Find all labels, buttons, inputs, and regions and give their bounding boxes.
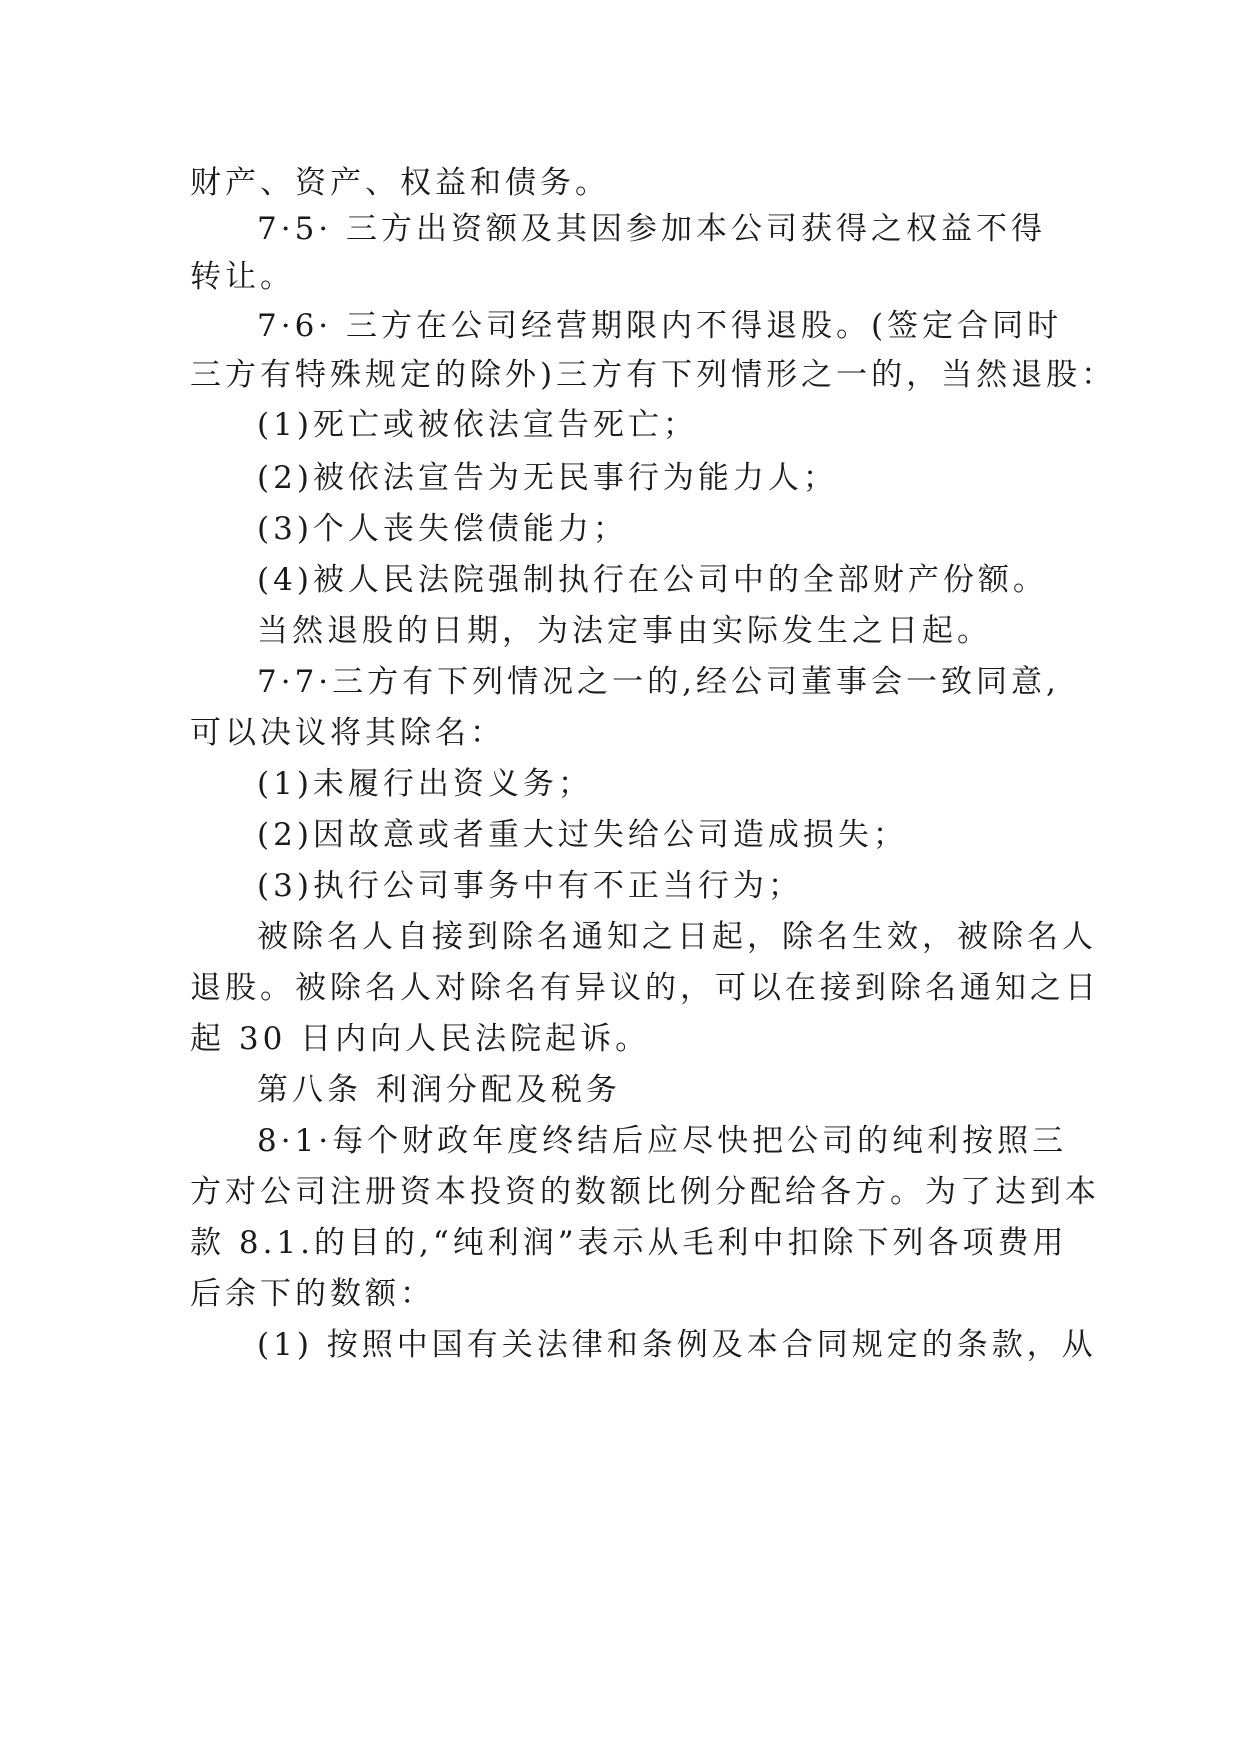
article-8-heading: 第八条 利润分配及税务 bbox=[257, 1072, 621, 1108]
text-line: 方对公司注册资本投资的数额比例分配给各方。为了达到本 bbox=[190, 1174, 1100, 1210]
list-item: (2)被依法宣告为无民事行为能力人； bbox=[257, 460, 838, 496]
clause-7-5-line: 7·5· 三方出资额及其因参加本公司获得之权益不得 bbox=[257, 211, 1047, 247]
list-item: (1)死亡或被依法宣告死亡； bbox=[257, 407, 698, 443]
text-line: 后余下的数额： bbox=[190, 1276, 435, 1312]
clause-7-7-line: 7·7·三方有下列情况之一的,经公司董事会一致同意, bbox=[257, 664, 1060, 700]
text-line: 三方有特殊规定的除外)三方有下列情形之一的，当然退股： bbox=[190, 357, 1117, 393]
text-line: 转让。 bbox=[190, 259, 295, 295]
text-line: 款 8.1.的目的,“纯利润”表示从毛利中扣除下列各项费用 bbox=[190, 1225, 1068, 1261]
text-line: 当然退股的日期，为法定事由实际发生之日起。 bbox=[257, 613, 992, 649]
list-item: (4)被人民法院强制执行在公司中的全部财产份额。 bbox=[257, 562, 1048, 598]
list-item: (3)个人丧失偿债能力； bbox=[257, 511, 628, 547]
text-line: 起 30 日内向人民法院起诉。 bbox=[190, 1021, 651, 1057]
clause-7-6-line: 7·6· 三方在公司经营期限内不得退股。(签定合同时 bbox=[257, 308, 1063, 344]
clause-8-1-line: 8·1·每个财政年度终结后应尽快把公司的纯利按照三 bbox=[257, 1123, 1068, 1159]
list-item: (1) 按照中国有关法律和条例及本合同规定的条款，从 bbox=[257, 1327, 1097, 1363]
list-item: (3)执行公司事务中有不正当行为； bbox=[257, 868, 803, 904]
text-line: 退股。被除名人对除名有异议的，可以在接到除名通知之日 bbox=[190, 970, 1100, 1006]
list-item: (2)因故意或者重大过失给公司造成损失； bbox=[257, 817, 908, 853]
text-line: 被除名人自接到除名通知之日起，除名生效，被除名人 bbox=[257, 919, 1097, 955]
list-item: (1)未履行出资义务； bbox=[257, 766, 593, 802]
text-line: 财产、资产、权益和债务。 bbox=[190, 165, 610, 201]
text-line: 可以决议将其除名： bbox=[190, 715, 505, 751]
